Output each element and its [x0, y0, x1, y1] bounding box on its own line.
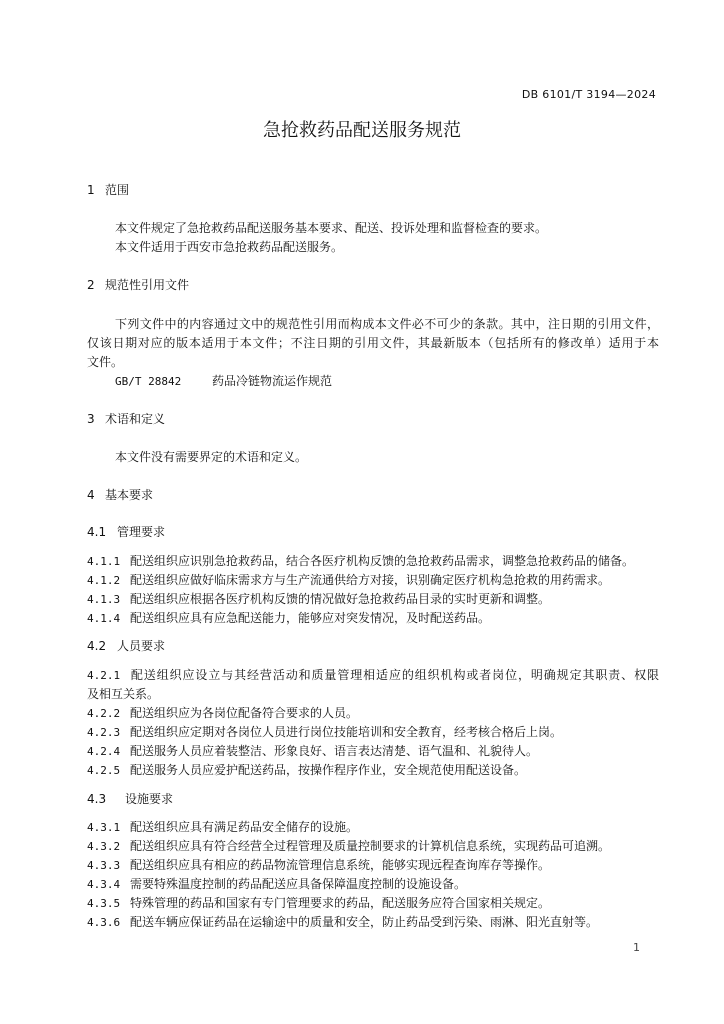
clause-item [87, 552, 634, 569]
subsection-title: 人员要求 [117, 639, 166, 653]
clause-text: 配送组织应为各岗位配备符合要求的人员。 [130, 706, 359, 720]
section-number: 1 [87, 183, 95, 197]
paragraph: 本文件规定了急抢救药品配送服务基本要求、配送、投诉处理和监督检查的要求。 [115, 221, 548, 235]
clause-number: 4.2.1 [87, 669, 121, 682]
paragraph-line: 仅该日期对应的版本适用于本文件；不注日期的引用文件，其最新版本（包括所有的修改单）适用于本 [87, 336, 659, 350]
clause-item [87, 704, 358, 721]
section-title: 范围 [105, 183, 130, 197]
subsection-title: 设施要求 [125, 792, 174, 806]
paragraph: 本文件没有需要界定的术语和定义。 [115, 450, 308, 464]
clause-text: 配送服务人员应着装整洁、形象良好、语言表达清楚、语气温和、礼貌待人。 [130, 744, 539, 758]
clause-text: 配送组织应设立与其经营活动和质量管理相适应的组织机构或者岗位，明确规定其职责、权限 [130, 668, 659, 682]
clause-item [87, 856, 550, 873]
clause-number: 4.2.5 [87, 764, 121, 777]
clause-item [87, 590, 550, 607]
reference-title: 药品冷链物流运作规范 [212, 374, 333, 388]
clause-text: 配送车辆应保证药品在运输途中的质量和安全，防止药品受到污染、雨淋、阳光直射等。 [130, 915, 599, 929]
clause-number: 4.1.4 [87, 612, 121, 625]
clause-text: 配送组织应具有符合经营全过程管理及质量控制要求的计算机信息系统，实现药品可追溯。 [130, 839, 611, 853]
section-3-heading [87, 410, 165, 427]
subsection-4-1-heading [87, 523, 165, 540]
clause-item [87, 723, 562, 740]
document-code: DB 6101/T 3194—2024 [521, 88, 656, 101]
subsection-number: 4.1 [87, 525, 107, 539]
clause-item [87, 837, 610, 854]
clause-item [87, 894, 550, 911]
clause-item [87, 818, 358, 835]
clause-item [87, 875, 466, 892]
clause-number: 4.1.2 [87, 574, 121, 587]
section-number: 3 [87, 412, 95, 426]
section-4-heading [87, 486, 153, 503]
clause-number: 4.3.5 [87, 897, 121, 910]
clause-text: 需要特殊温度控制的药品配送应具备保障温度控制的设施设备。 [130, 877, 467, 891]
clause-number: 4.1.3 [87, 593, 121, 606]
clause-item [87, 742, 538, 759]
clause-number: 4.3.3 [87, 859, 121, 872]
clause-text: 配送组织应具有应急配送能力，能够应对突发情况，及时配送药品。 [130, 611, 491, 625]
clause-number: 4.2.4 [87, 745, 121, 758]
clause-text: 配送组织应定期对各岗位人员进行岗位技能培训和安全教育，经考核合格后上岗。 [130, 725, 563, 739]
paragraph-line: 文件。 [87, 355, 124, 369]
clause-number: 4.3.1 [87, 821, 121, 834]
clause-number: 4.2.2 [87, 707, 121, 720]
clause-item [87, 913, 598, 930]
clause-item [87, 666, 659, 683]
reference-code: GB/T 28842 [115, 375, 182, 388]
subsection-number: 4.3 [87, 792, 107, 806]
section-title: 规范性引用文件 [105, 278, 190, 292]
document-title: 急抢救药品配送服务规范 [263, 120, 461, 141]
subsection-number: 4.2 [87, 639, 107, 653]
clause-text: 配送组织应识别急抢救药品，结合各医疗机构反馈的急抢救药品需求，调整急抢救药品的储备。 [130, 554, 635, 568]
clause-text: 配送组织应根据各医疗机构反馈的情况做好急抢救药品目录的实时更新和调整。 [130, 592, 551, 606]
clause-number: 4.1.1 [87, 555, 121, 568]
clause-item [87, 761, 526, 778]
clause-number: 4.2.3 [87, 726, 121, 739]
paragraph-line: 下列文件中的内容通过文中的规范性引用而构成本文件必不可少的条款。其中，注日期的引用文件， [115, 317, 659, 331]
section-number: 4 [87, 488, 95, 502]
subsection-4-2-heading [87, 637, 165, 654]
section-title: 术语和定义 [105, 412, 166, 426]
clause-number: 4.3.2 [87, 840, 121, 853]
page-number: 1 [633, 941, 640, 954]
paragraph: 本文件适用于西安市急抢救药品配送服务。 [115, 240, 344, 254]
section-1-heading [87, 181, 129, 198]
subsection-title: 管理要求 [117, 525, 166, 539]
clause-text: 配送服务人员应爱护配送药品，按操作程序作业，安全规范使用配送设备。 [130, 763, 527, 777]
clause-text: 配送组织应具有满足药品安全储存的设施。 [130, 820, 359, 834]
clause-item [87, 571, 610, 588]
clause-number: 4.3.4 [87, 878, 121, 891]
clause-text-continued: 及相互关系。 [87, 687, 160, 701]
clause-number: 4.3.6 [87, 916, 121, 929]
clause-text: 特殊管理的药品和国家有专门管理要求的药品，配送服务应符合国家相关规定。 [130, 896, 551, 910]
normative-reference [115, 372, 332, 389]
clause-text: 配送组织应做好临床需求方与生产流通供给方对接，识别确定医疗机构急抢救的用药需求。 [130, 573, 611, 587]
clause-item [87, 609, 490, 626]
section-2-heading [87, 276, 189, 293]
clause-text: 配送组织应具有相应的药品物流管理信息系统，能够实现远程查询库存等操作。 [130, 858, 551, 872]
subsection-4-3-heading [87, 790, 173, 807]
section-number: 2 [87, 278, 95, 292]
section-title: 基本要求 [105, 488, 154, 502]
